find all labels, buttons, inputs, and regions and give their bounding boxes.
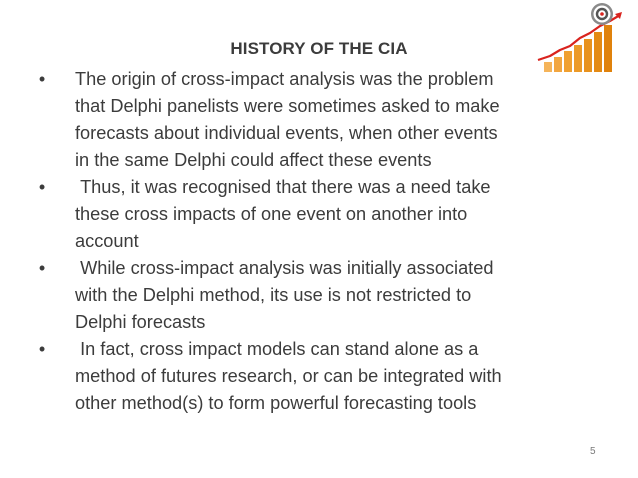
bullet-item — [33, 174, 593, 255]
slide-title: HISTORY OF THE CIA — [230, 39, 408, 58]
bullet-marker: • — [38, 258, 46, 278]
bullet-text: Thus, it was recognised that there was a need take these cross impacts of one event on another into account — [75, 177, 491, 251]
bullet-text: In fact, cross impact models can stand alone as a method of futures research, or can be integrated with other method(s) to form powerful forecasting tools — [75, 339, 502, 413]
bullet-text: The origin of cross-impact analysis was the problem that Delphi panelists were sometimes asked to make forecasts about individual events, when other events in the same Delphi could affect these events — [75, 69, 500, 170]
bullet-list — [33, 66, 593, 417]
bullet-marker: • — [38, 177, 46, 197]
bullet-item — [33, 255, 593, 336]
growth-chart-target-icon — [534, 0, 638, 74]
bullet-item — [33, 66, 593, 174]
bullet-text: While cross-impact analysis was initially associated with the Delphi method, its use is not restricted to Delphi forecasts — [75, 258, 494, 332]
bullet-marker: • — [38, 69, 46, 89]
target-icon — [591, 3, 613, 25]
bullet-item — [33, 336, 593, 417]
bullet-marker: • — [38, 339, 46, 359]
page-number: 5 — [590, 446, 596, 457]
